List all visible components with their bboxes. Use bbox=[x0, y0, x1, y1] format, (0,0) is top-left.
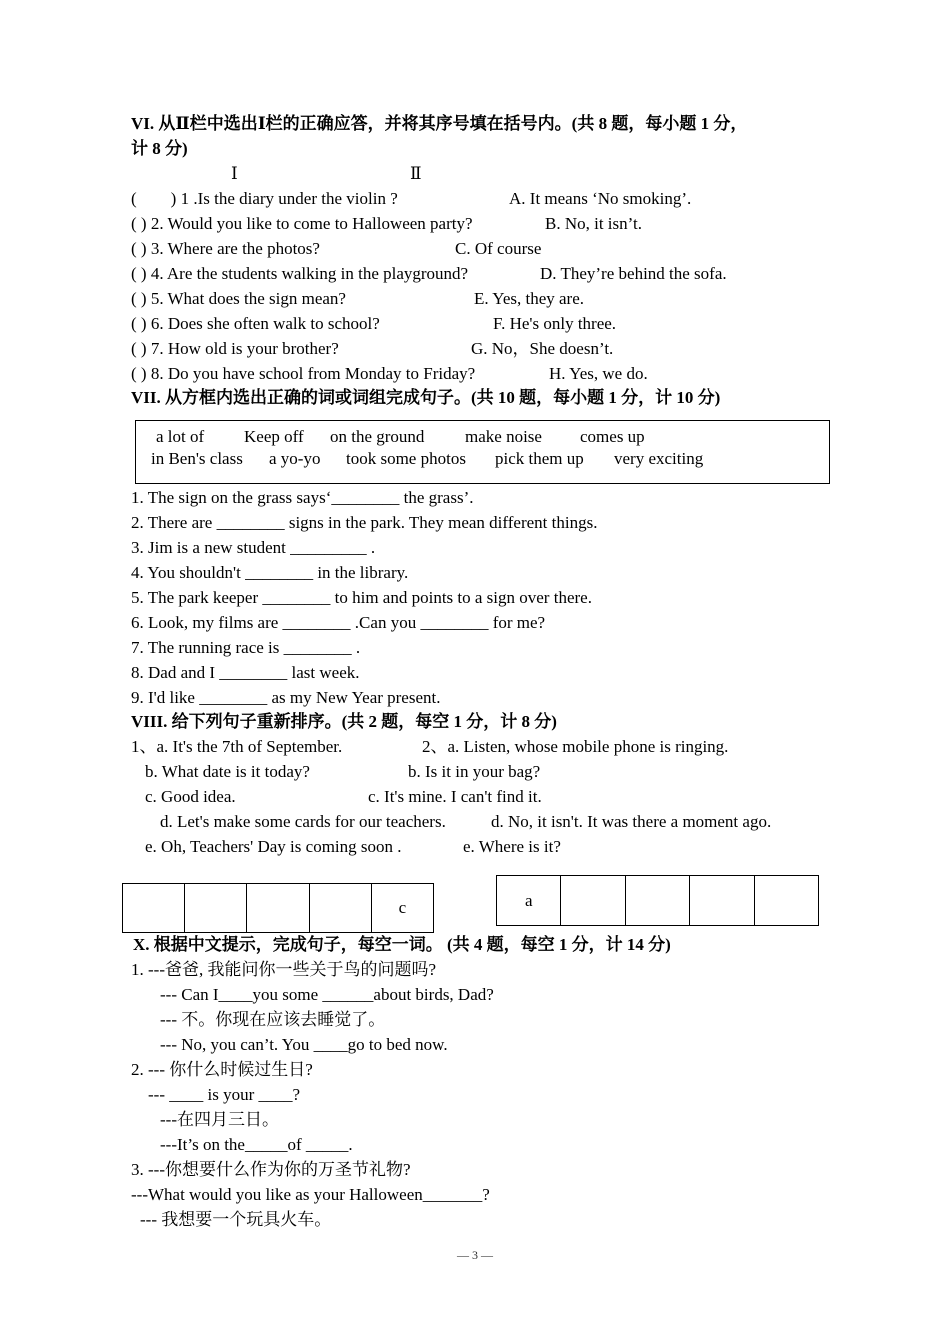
match-question-6: ( ) 6. Does she often walk to school? bbox=[131, 314, 380, 333]
page-number: — 3 — bbox=[457, 1248, 493, 1262]
dialogue2-line-a: 2、a. Listen, whose mobile phone is ringing. bbox=[422, 737, 729, 756]
translation-line: --- No, you can’t. You ____go to bed now. bbox=[160, 1035, 448, 1054]
match-question-4: ( ) 4. Are the students walking in the playground? bbox=[131, 264, 469, 283]
word-option: make noise bbox=[465, 427, 542, 446]
order-cell[interactable] bbox=[561, 876, 625, 926]
match-answer-h: H. Yes, we do. bbox=[549, 364, 648, 383]
section10-heading: X. 根据中文提示，完成句子，每空一词。 (共 4 题，每空 1 分，计 14 分) bbox=[133, 935, 671, 954]
dialogue2-line-b: b. Is it in your bag? bbox=[408, 762, 541, 781]
order-cell[interactable] bbox=[625, 876, 689, 926]
translation-line: 1. ---爸爸, 我能问你一些关于鸟的问题吗? bbox=[131, 960, 437, 979]
match-question-7: ( ) 7. How old is your brother? bbox=[131, 339, 339, 358]
match-answer-b: B. No, it isn’t. bbox=[545, 214, 642, 233]
column-two-label: Ⅱ bbox=[410, 164, 422, 183]
dialogue1-line-c: c. Good idea. bbox=[145, 787, 236, 806]
fill-sentence-8: 8. Dad and I ________ last week. bbox=[131, 663, 360, 682]
fill-sentence-9: 9. I'd like ________ as my New Year present. bbox=[131, 688, 441, 707]
section8-heading: VIII. 给下列句子重新排序。(共 2 题，每空 1 分，计 8 分) bbox=[131, 712, 557, 731]
dialogue2-line-e: e. Where is it? bbox=[463, 837, 561, 856]
section7-heading: VII. 从方框内选出正确的词或词组完成句子。(共 10 题，每小题 1 分，计 10 分) bbox=[131, 388, 721, 407]
order-cell[interactable] bbox=[754, 876, 818, 926]
order-cell[interactable] bbox=[690, 876, 754, 926]
translation-line: 3. ---你想要什么作为你的万圣节礼物? bbox=[131, 1160, 411, 1179]
match-question-8: ( ) 8. Do you have school from Monday to Friday? bbox=[131, 364, 476, 383]
word-bank-box bbox=[135, 420, 830, 484]
dialogue1-line-a: 1、a. It's the 7th of September. bbox=[131, 737, 343, 756]
fill-sentence-2: 2. There are ________ signs in the park. They mean different things. bbox=[131, 513, 598, 532]
translation-line: ---在四月三日。 bbox=[160, 1110, 279, 1129]
word-option: in Ben's class bbox=[151, 449, 243, 468]
order-cell[interactable] bbox=[247, 884, 309, 933]
dialogue2-line-d: d. No, it isn't. It was there a moment ago. bbox=[491, 812, 772, 831]
word-option: Keep off bbox=[244, 427, 304, 446]
match-answer-g: G. No，She doesn’t. bbox=[471, 339, 614, 358]
word-option: a lot of bbox=[156, 427, 205, 446]
fill-sentence-4: 4. You shouldn't ________ in the library. bbox=[131, 563, 409, 582]
word-option: on the ground bbox=[330, 427, 425, 446]
dialogue1-line-d: d. Let's make some cards for our teachers. bbox=[160, 812, 446, 831]
word-option: a yo-yo bbox=[269, 449, 321, 468]
fill-sentence-3: 3. Jim is a new student _________ . bbox=[131, 538, 376, 557]
order-cell[interactable] bbox=[309, 884, 371, 933]
translation-line: --- ____ is your ____? bbox=[148, 1085, 301, 1104]
translation-line: --- 我想要一个玩具火车。 bbox=[140, 1210, 332, 1229]
order-cell[interactable]: a bbox=[497, 876, 561, 926]
dialogue1-line-b: b. What date is it today? bbox=[145, 762, 310, 781]
fill-sentence-6: 6. Look, my films are ________ .Can you ________ for me? bbox=[131, 613, 546, 632]
translation-line: ---What would you like as your Halloween_______? bbox=[131, 1185, 490, 1204]
translation-line: 2. --- 你什么时候过生日? bbox=[131, 1060, 313, 1079]
match-question-3: ( ) 3. Where are the photos? bbox=[131, 239, 320, 258]
order-answer-box-1 bbox=[122, 883, 434, 933]
word-option: took some photos bbox=[346, 449, 466, 468]
translation-line: --- 不。你现在应该去睡觉了。 bbox=[160, 1010, 386, 1029]
order-answer-box-2 bbox=[496, 875, 819, 926]
order-cell[interactable] bbox=[185, 884, 247, 933]
dialogue1-line-e: e. Oh, Teachers' Day is coming soon . bbox=[145, 837, 402, 856]
fill-sentence-7: 7. The running race is ________ . bbox=[131, 638, 361, 657]
match-answer-c: C. Of course bbox=[455, 239, 542, 258]
match-answer-a: A. It means ‘No smoking’. bbox=[509, 189, 692, 208]
word-option: pick them up bbox=[495, 449, 584, 468]
column-one-label: Ⅰ bbox=[231, 164, 238, 183]
match-question-5: ( ) 5. What does the sign mean? bbox=[131, 289, 346, 308]
match-answer-e: E. Yes, they are. bbox=[474, 289, 585, 308]
match-question-2: ( ) 2. Would you like to come to Halloween party? bbox=[131, 214, 473, 233]
word-option: comes up bbox=[580, 427, 645, 446]
order-cell[interactable]: c bbox=[371, 884, 433, 933]
dialogue2-line-c: c. It's mine. I can't find it. bbox=[368, 787, 542, 806]
word-option: very exciting bbox=[614, 449, 704, 468]
fill-sentence-5: 5. The park keeper ________ to him and points to a sign over there. bbox=[131, 588, 592, 607]
fill-sentence-1: 1. The sign on the grass says‘________ the grass’. bbox=[131, 488, 474, 507]
translation-line: ---It’s on the_____of _____. bbox=[160, 1135, 353, 1154]
section6-heading-line1: VI. 从Ⅱ栏中选出Ⅰ栏的正确应答，并将其序号填在括号内。(共 8 题，每小题 1 分， bbox=[131, 114, 748, 133]
section6-heading-line2: 计 8 分) bbox=[131, 139, 188, 158]
translation-line: --- Can I____you some ______about birds, Dad? bbox=[160, 985, 494, 1004]
match-answer-f: F. He's only three. bbox=[493, 314, 617, 333]
match-question-1: ( ) 1 .Is the diary under the violin ? bbox=[131, 189, 398, 208]
match-answer-d: D. They’re behind the sofa. bbox=[540, 264, 727, 283]
order-cell[interactable] bbox=[123, 884, 185, 933]
